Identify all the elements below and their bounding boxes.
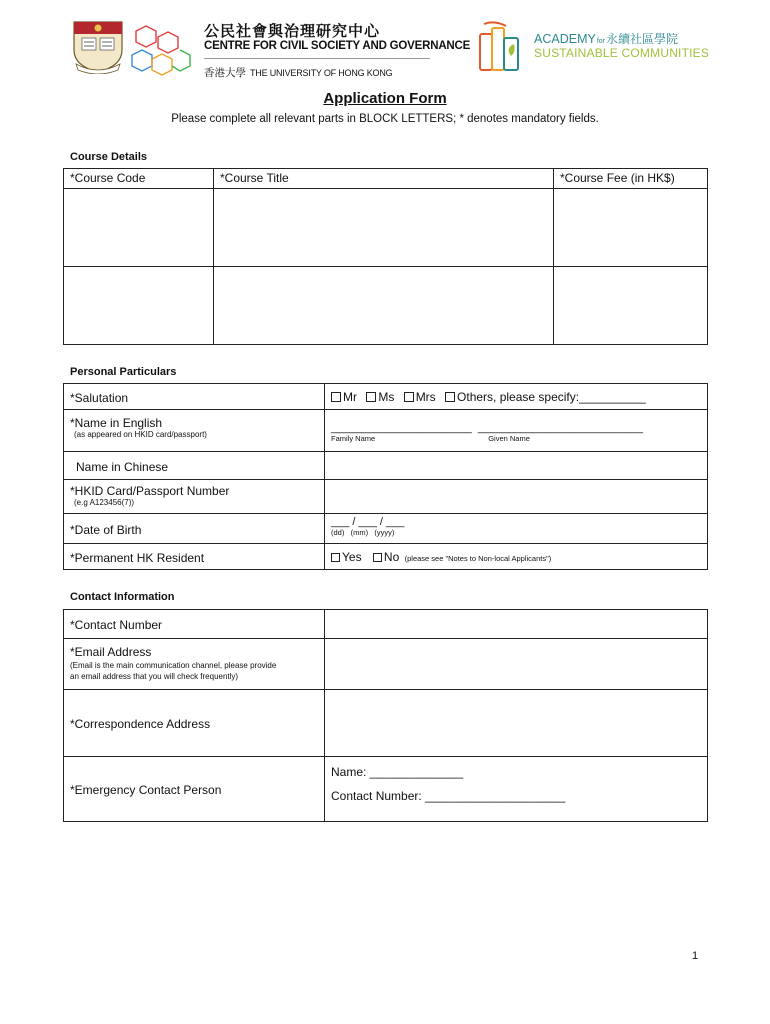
- dob-label: *Date of Birth: [70, 522, 142, 537]
- name-english-label: *Name in English: [70, 416, 163, 430]
- given-name-caption: Given Name: [488, 434, 530, 443]
- salutation-row: [64, 384, 708, 410]
- name-english-note: (as appeared on HKID card/passport): [74, 430, 207, 439]
- hkid-example: (e.g A123456(7)): [74, 498, 135, 507]
- contact-number-row: [64, 610, 708, 639]
- salutation-label: *Salutation: [70, 390, 129, 405]
- header-divider: [204, 58, 430, 59]
- ccsg-cubes-logo: [128, 22, 192, 78]
- name-english-row: [64, 410, 708, 452]
- salutation-mr-label: Mr: [343, 389, 357, 404]
- address-row: [64, 690, 708, 757]
- dob-blanks[interactable]: ___ / ___ / ___: [331, 516, 405, 528]
- resident-no-label: No: [383, 549, 400, 564]
- name-blanks: [331, 422, 707, 434]
- name-chinese-label-cell: [64, 452, 325, 480]
- course-fee-header: [554, 169, 708, 189]
- name-chinese-row: [64, 452, 708, 480]
- dob-row: [64, 514, 708, 544]
- form-instructions: Please complete all relevant parts in BLOCK LETTERS; * denotes mandatory fields.: [171, 113, 599, 125]
- course-code-label: *Course Code: [70, 171, 146, 185]
- contact-number-label: *Contact Number: [70, 618, 163, 632]
- course-title-input-1[interactable]: [214, 189, 554, 267]
- hku-crest-logo: [70, 20, 126, 74]
- emergency-inputs: [325, 757, 708, 822]
- email-note-line2: an email address that you will check frequently): [70, 672, 239, 681]
- academy-name-line1: [534, 30, 678, 47]
- name-captions: [331, 434, 707, 443]
- salutation-label-cell: [64, 384, 325, 410]
- contact-information-heading: Contact Information: [70, 591, 175, 603]
- academy-books-logo: [476, 20, 526, 74]
- course-title-input-2[interactable]: [214, 267, 554, 345]
- resident-row: [64, 544, 708, 570]
- course-table: [63, 168, 708, 345]
- dob-yyyy-caption: (yyyy): [374, 528, 395, 537]
- hkid-input[interactable]: [325, 480, 708, 514]
- contact-number-input[interactable]: [325, 610, 708, 639]
- address-label-cell: [64, 690, 325, 757]
- course-row-2: [64, 267, 708, 345]
- dob-mm-caption: (mm): [350, 528, 369, 537]
- course-fee-input-1[interactable]: [554, 189, 708, 267]
- email-note-line1: (Email is the main communication channel, please provide: [70, 661, 277, 670]
- emergency-name-field[interactable]: Name: ______________: [331, 765, 464, 779]
- name-english-label-cell: [64, 410, 325, 452]
- personal-table: [63, 383, 708, 570]
- emergency-number-field[interactable]: Contact Number: _____________________: [331, 789, 566, 803]
- dob-captions: [331, 528, 707, 537]
- dob-input[interactable]: [325, 514, 708, 544]
- emergency-row: [64, 757, 708, 822]
- dob-dd-caption: (dd): [331, 528, 345, 537]
- salutation-others-label[interactable]: Others, please specify:__________: [457, 389, 646, 404]
- given-name-blank[interactable]: ___________________________: [477, 422, 644, 434]
- email-row: [64, 639, 708, 690]
- academy-chinese-name: 永續社區學院: [606, 32, 679, 46]
- hku-english-name: THE UNIVERSITY OF HONG KONG: [250, 68, 393, 78]
- resident-yes-label: Yes: [342, 549, 362, 564]
- address-input[interactable]: [325, 690, 708, 757]
- course-code-input-1[interactable]: [64, 189, 214, 267]
- email-input[interactable]: [325, 639, 708, 690]
- hkid-label: *HKID Card/Passport Number: [70, 484, 230, 498]
- contact-number-label-cell: [64, 610, 325, 639]
- hku-chinese-name: 香港大學: [204, 67, 246, 79]
- form-title-wrap: [0, 90, 770, 107]
- resident-options: [325, 544, 708, 570]
- course-code-input-2[interactable]: [64, 267, 214, 345]
- form-title: Application Form: [323, 90, 447, 107]
- salutation-ms-checkbox[interactable]: [366, 392, 376, 402]
- dob-label-cell: [64, 514, 325, 544]
- course-title-label: *Course Title: [220, 171, 289, 185]
- course-details-heading: Course Details: [70, 151, 148, 163]
- resident-label-cell: [64, 544, 325, 570]
- course-fee-label: *Course Fee (in HK$): [560, 171, 675, 185]
- resident-no-checkbox[interactable]: [373, 553, 382, 562]
- hkid-label-cell: [64, 480, 325, 514]
- salutation-options: [325, 384, 708, 410]
- course-row-1: [64, 189, 708, 267]
- resident-yes-checkbox[interactable]: [331, 553, 340, 562]
- academy-word: ACADEMY: [534, 32, 596, 46]
- page-number: 1: [692, 950, 699, 962]
- ccsg-chinese-name: 公民社會與治理研究中心: [204, 22, 381, 40]
- resident-label: *Permanent HK Resident: [70, 550, 205, 565]
- course-title-header: [214, 169, 554, 189]
- hkid-row: [64, 480, 708, 514]
- course-header-row: [64, 169, 708, 189]
- personal-particulars-heading: Personal Particulars: [70, 366, 177, 378]
- salutation-ms-label: Ms: [378, 389, 395, 404]
- family-name-blank[interactable]: _______________________: [331, 422, 472, 434]
- emergency-label-cell: [64, 757, 325, 822]
- hku-name: [204, 65, 392, 80]
- course-code-header: [64, 169, 214, 189]
- email-label: *Email Address: [70, 645, 152, 659]
- ccsg-english-name: CENTRE FOR CIVIL SOCIETY AND GOVERNANCE: [204, 40, 471, 52]
- name-chinese-label: Name in Chinese: [76, 459, 169, 474]
- address-label: *Correspondence Address: [70, 717, 211, 731]
- salutation-mr-checkbox[interactable]: [331, 392, 341, 402]
- academy-for: for: [596, 38, 605, 45]
- course-fee-input-2[interactable]: [554, 267, 708, 345]
- name-english-input[interactable]: [325, 410, 708, 452]
- salutation-mrs-checkbox[interactable]: [404, 392, 414, 402]
- resident-note: (please see "Notes to Non-local Applicants"): [404, 553, 552, 563]
- family-name-caption: Family Name: [331, 434, 376, 443]
- contact-table: [63, 609, 708, 822]
- emergency-label: *Emergency Contact Person: [70, 783, 222, 797]
- name-chinese-input[interactable]: [325, 452, 708, 480]
- email-label-cell: [64, 639, 325, 690]
- salutation-mrs-label: Mrs: [415, 389, 436, 404]
- salutation-others-checkbox[interactable]: [445, 392, 455, 402]
- academy-name-line2: SUSTAINABLE COMMUNITIES: [534, 46, 710, 60]
